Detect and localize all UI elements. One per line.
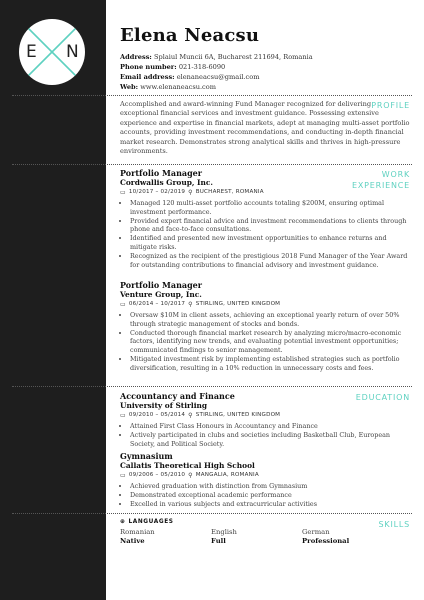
education-entry — [120, 452, 410, 508]
list-item: • Mitigated investment risk by implementing established strategies such as portfolio diversification, resulting in a 10% reduction in unnecessary costs and fees. — [130, 355, 410, 373]
language-item — [211, 528, 302, 546]
language-name: Romanian — [120, 528, 155, 536]
job-title: Portfolio Manager — [120, 168, 202, 178]
location-pin-icon: ⚲ — [188, 472, 193, 479]
language-item — [302, 528, 393, 546]
section-label-profile: PROFILE — [371, 101, 410, 110]
candidate-name: Elena Neacsu — [120, 25, 260, 46]
location-pin-icon: ⚲ — [188, 301, 193, 308]
job-title: Portfolio Manager — [120, 280, 202, 290]
email-value[interactable]: elenaneacsu@gmail.com — [176, 73, 260, 81]
education-location: MANGALIA, ROMANIA — [195, 472, 259, 478]
education-dates: 09/2010 – 05/2014 — [128, 412, 186, 418]
location-pin-icon: ⚲ — [188, 412, 193, 419]
language-item — [120, 528, 211, 546]
language-level: Full — [211, 537, 226, 545]
list-item: • Oversaw $10M in client assets, achieving an exceptional yearly return of over 50% through strategic management of stocks and bonds. — [130, 311, 410, 329]
list-item: • Identified and presented new investment opportunities to enhance returns and mitigate risks. — [130, 234, 410, 252]
section-label-education: EDUCATION — [355, 393, 410, 402]
job-dates: 10/2017 – 02/2019 — [128, 189, 186, 195]
job-meta — [120, 188, 410, 197]
job-location: BUCHAREST, ROMANIA — [195, 189, 264, 195]
education-entry — [120, 392, 410, 448]
section-label-work-experience: WORK EXPERIENCE — [351, 170, 410, 190]
location-pin-icon: ⚲ — [188, 189, 193, 196]
job-company: Cordwallis Group, Inc. — [120, 178, 213, 187]
list-item: • Managed 120 multi-asset portfolio accounts totaling $200M, ensuring optimal investment performance. — [130, 199, 410, 217]
contact-block — [120, 52, 313, 92]
monogram-logo — [19, 19, 85, 85]
degree-title: Accountancy and Finance — [120, 391, 235, 401]
monogram-initial-right: N — [66, 42, 79, 62]
calendar-icon: ▭ — [120, 472, 126, 479]
list-item: • Recognized as the recipient of the prestigious 2018 Fund Manager of the Year Award for outstanding contributions to financial advisory and investment guidance. — [130, 252, 410, 270]
list-item: • Achieved graduation with distinction from Gymnasium — [130, 482, 410, 491]
divider — [12, 386, 412, 387]
job-meta — [120, 300, 410, 309]
email-label: Email address: — [120, 73, 175, 81]
divider — [12, 513, 412, 514]
globe-icon: ⊕ — [120, 519, 126, 525]
school-name: Callatis Theoretical High School — [120, 461, 255, 470]
education-meta — [120, 471, 410, 480]
skills-block — [120, 519, 410, 546]
divider — [12, 95, 412, 96]
job-company: Venture Group, Inc. — [120, 290, 202, 299]
phone-value: 021-318-6090 — [178, 63, 226, 71]
list-item: • Actively participated in clubs and societies including Basketball Club, European Society, and Political Society. — [130, 431, 410, 449]
language-level: Native — [120, 537, 145, 545]
education-meta — [120, 411, 410, 420]
address-value: Splaiul Muncii 6A, Bucharest 211694, Romania — [153, 53, 313, 61]
calendar-icon: ▭ — [120, 189, 126, 196]
education-bullets — [120, 422, 410, 448]
monogram-initial-left: E — [26, 42, 37, 62]
languages-list — [120, 528, 410, 546]
education-bullets — [120, 482, 410, 508]
job-location: STIRLING, UNITED KINGDOM — [195, 301, 281, 307]
education-location: STIRLING, UNITED KINGDOM — [195, 412, 281, 418]
profile-summary: Accomplished and award-winning Fund Manager recognized for delivering exceptional financial services and investment guidance. Possessing extensive experience and expertise in financial markets, adept at managing multi-asset portfolio accounts, providing investment recommendations, and conducting in-depth financial market research. Demonstrates strong analytical skills and thrives in high-pressure environments. — [120, 100, 410, 156]
job-entry — [120, 281, 410, 373]
job-dates: 06/2014 – 10/2017 — [128, 301, 186, 307]
divider — [12, 164, 412, 165]
web-label: Web: — [120, 83, 139, 91]
language-level: Professional — [302, 537, 350, 545]
list-item: • Demonstrated exceptional academic performance — [130, 491, 410, 500]
education-dates: 09/2006 – 05/2010 — [128, 472, 186, 478]
languages-heading: ⊕ LANGUAGES — [120, 519, 174, 525]
language-name: German — [302, 528, 330, 536]
language-name: English — [211, 528, 237, 536]
job-bullets — [120, 311, 410, 373]
list-item: • Excelled in various subjects and extracurricular activities — [130, 500, 410, 509]
section-label-skills: SKILLS — [378, 520, 410, 529]
sidebar — [0, 0, 106, 600]
job-entry — [120, 169, 410, 269]
calendar-icon: ▭ — [120, 301, 126, 308]
list-item: • Conducted thorough financial market research by analyzing micro/macro-economic factors, identifying new trends, and evaluating potential investment opportunities; communicated findings to senior management. — [130, 329, 410, 355]
school-name: University of Stirling — [120, 401, 208, 410]
phone-label: Phone number: — [120, 63, 177, 71]
calendar-icon: ▭ — [120, 412, 126, 419]
list-item: • Provided expert financial advice and investment recommendations to clients through phone and face-to-face consultations. — [130, 217, 410, 235]
list-item: • Attained First Class Honours in Accountancy and Finance — [130, 422, 410, 431]
address-label: Address: — [120, 53, 152, 61]
job-bullets — [120, 199, 410, 269]
web-value[interactable]: www.elenaneacsu.com — [140, 83, 216, 91]
degree-title: Gymnasium — [120, 451, 173, 461]
